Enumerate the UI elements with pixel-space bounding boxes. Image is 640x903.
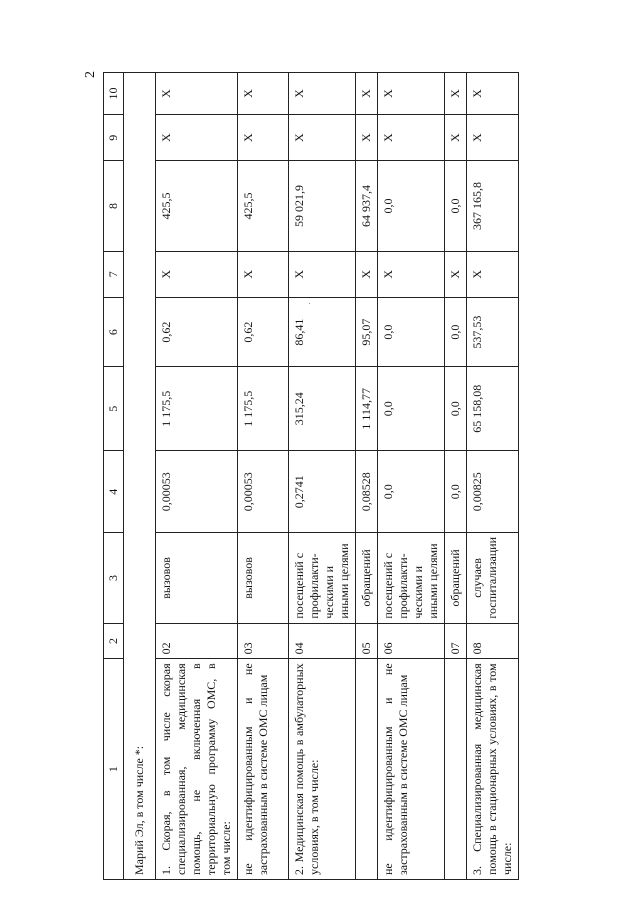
row-unit: посещений с профилакти-ческими и иными целями <box>289 533 356 623</box>
col-header: 5 <box>104 367 124 451</box>
col-header: 8 <box>104 161 124 251</box>
col-header: 10 <box>104 73 124 115</box>
row-name: не идентифицированным и не застрахованным в системе ОМС лицам <box>378 659 445 880</box>
row-c5: 315,24 <box>289 367 356 451</box>
page-number: 2 <box>83 71 98 78</box>
row-unit: обращений <box>356 533 378 623</box>
row-c7: X <box>445 251 467 297</box>
row-c6: 0,62 <box>156 297 238 366</box>
header-row <box>104 73 124 880</box>
col-header: 1 <box>104 659 124 880</box>
row-c8: 59 021,9 <box>289 161 356 251</box>
row-c4: 0,0 <box>445 451 467 533</box>
row-c7: X <box>378 251 445 297</box>
row-c5: 1 175,5 <box>238 367 289 451</box>
col-header: 4 <box>104 451 124 533</box>
row-c8: 0,0 <box>378 161 445 251</box>
row-unit: вызовов <box>156 533 238 623</box>
row-c5: 65 158,08 <box>467 367 519 451</box>
row-code: 06 <box>378 623 445 659</box>
funding-table <box>103 72 519 880</box>
row-name: 2. Медицинская помощь в амбулаторных условиях, в том числе: <box>289 659 356 880</box>
row-c9: X <box>445 115 467 161</box>
row-name <box>445 659 467 880</box>
row-c6: 0,0 <box>378 297 445 366</box>
row-c4: 0,0 <box>378 451 445 533</box>
row-unit: обращений <box>445 533 467 623</box>
row-c5: 0,0 <box>445 367 467 451</box>
row-c7: X <box>467 251 519 297</box>
row-c7: X <box>289 251 356 297</box>
row-c9: X <box>238 115 289 161</box>
row-code: 03 <box>238 623 289 659</box>
row-name: не идентифицированным и не застрахованным в системе ОМС лицам <box>238 659 289 880</box>
row-c10: X <box>289 73 356 115</box>
col-header: 6 <box>104 297 124 366</box>
row-c7: X <box>156 251 238 297</box>
row-c9: X <box>289 115 356 161</box>
row-c5: 1 114,77 <box>356 367 378 451</box>
col-header: 2 <box>104 623 124 659</box>
col-header: 9 <box>104 115 124 161</box>
row-unit: вызовов <box>238 533 289 623</box>
row-c10: X <box>467 73 519 115</box>
row-name: 1. Скорая, в том числе скорая специализированная, медицинская помощь, не включенная в территориальную программу ОМС, в том числе: <box>156 659 238 880</box>
row-c8: 367 165,8 <box>467 161 519 251</box>
row-c10: X <box>156 73 238 115</box>
row-c9: X <box>156 115 238 161</box>
row-c6: 0,62 <box>238 297 289 366</box>
row-c9: X <box>378 115 445 161</box>
row-code: 02 <box>156 623 238 659</box>
row-name <box>356 659 378 880</box>
row-code: 05 <box>356 623 378 659</box>
row-c7: X <box>356 251 378 297</box>
row-c5: 0,0 <box>378 367 445 451</box>
col-header: 3 <box>104 533 124 623</box>
row-c8: 425,5 <box>238 161 289 251</box>
row-c8: 64 937,4 <box>356 161 378 251</box>
table-row <box>238 73 289 880</box>
col-header: 7 <box>104 251 124 297</box>
table-row <box>356 73 378 880</box>
row-c5: 1 175,5 <box>156 367 238 451</box>
row-c6: 537,53 <box>467 297 519 366</box>
table-row <box>467 73 519 880</box>
row-unit: посещений с профилакти-ческими и иными целями <box>378 533 445 623</box>
row-c6: 0,0 <box>445 297 467 366</box>
row-c4: 0,00825 <box>467 451 519 533</box>
row-c10: X <box>356 73 378 115</box>
row-c6: 86,41 <box>289 297 356 366</box>
row-c8: 0,0 <box>445 161 467 251</box>
row-c10: X <box>445 73 467 115</box>
section-title-row <box>124 73 156 880</box>
row-c10: X <box>378 73 445 115</box>
row-c9: X <box>356 115 378 161</box>
row-code: 07 <box>445 623 467 659</box>
row-c10: X <box>238 73 289 115</box>
row-c6: 95,07 <box>356 297 378 366</box>
row-c7: X <box>238 251 289 297</box>
row-code: 04 <box>289 623 356 659</box>
row-c8: 425,5 <box>156 161 238 251</box>
section-title-blank <box>124 73 156 659</box>
row-code: 08 <box>467 623 519 659</box>
section-title: Марий Эл, в том числе *: <box>124 659 156 880</box>
table-row <box>445 73 467 880</box>
row-c4: 0,08528 <box>356 451 378 533</box>
table-row <box>156 73 238 880</box>
row-name: 3. Специализированная медицинская помощь в стационарных условиях, в том числе: <box>467 659 519 880</box>
table-row <box>378 73 445 880</box>
row-c9: X <box>467 115 519 161</box>
row-c4: 0,00053 <box>156 451 238 533</box>
row-c4: 0,00053 <box>238 451 289 533</box>
row-unit: случаев госпитализации <box>467 533 519 623</box>
rotated-table-block <box>103 72 516 880</box>
row-c4: 0,2741 <box>289 451 356 533</box>
table-row <box>289 73 356 880</box>
